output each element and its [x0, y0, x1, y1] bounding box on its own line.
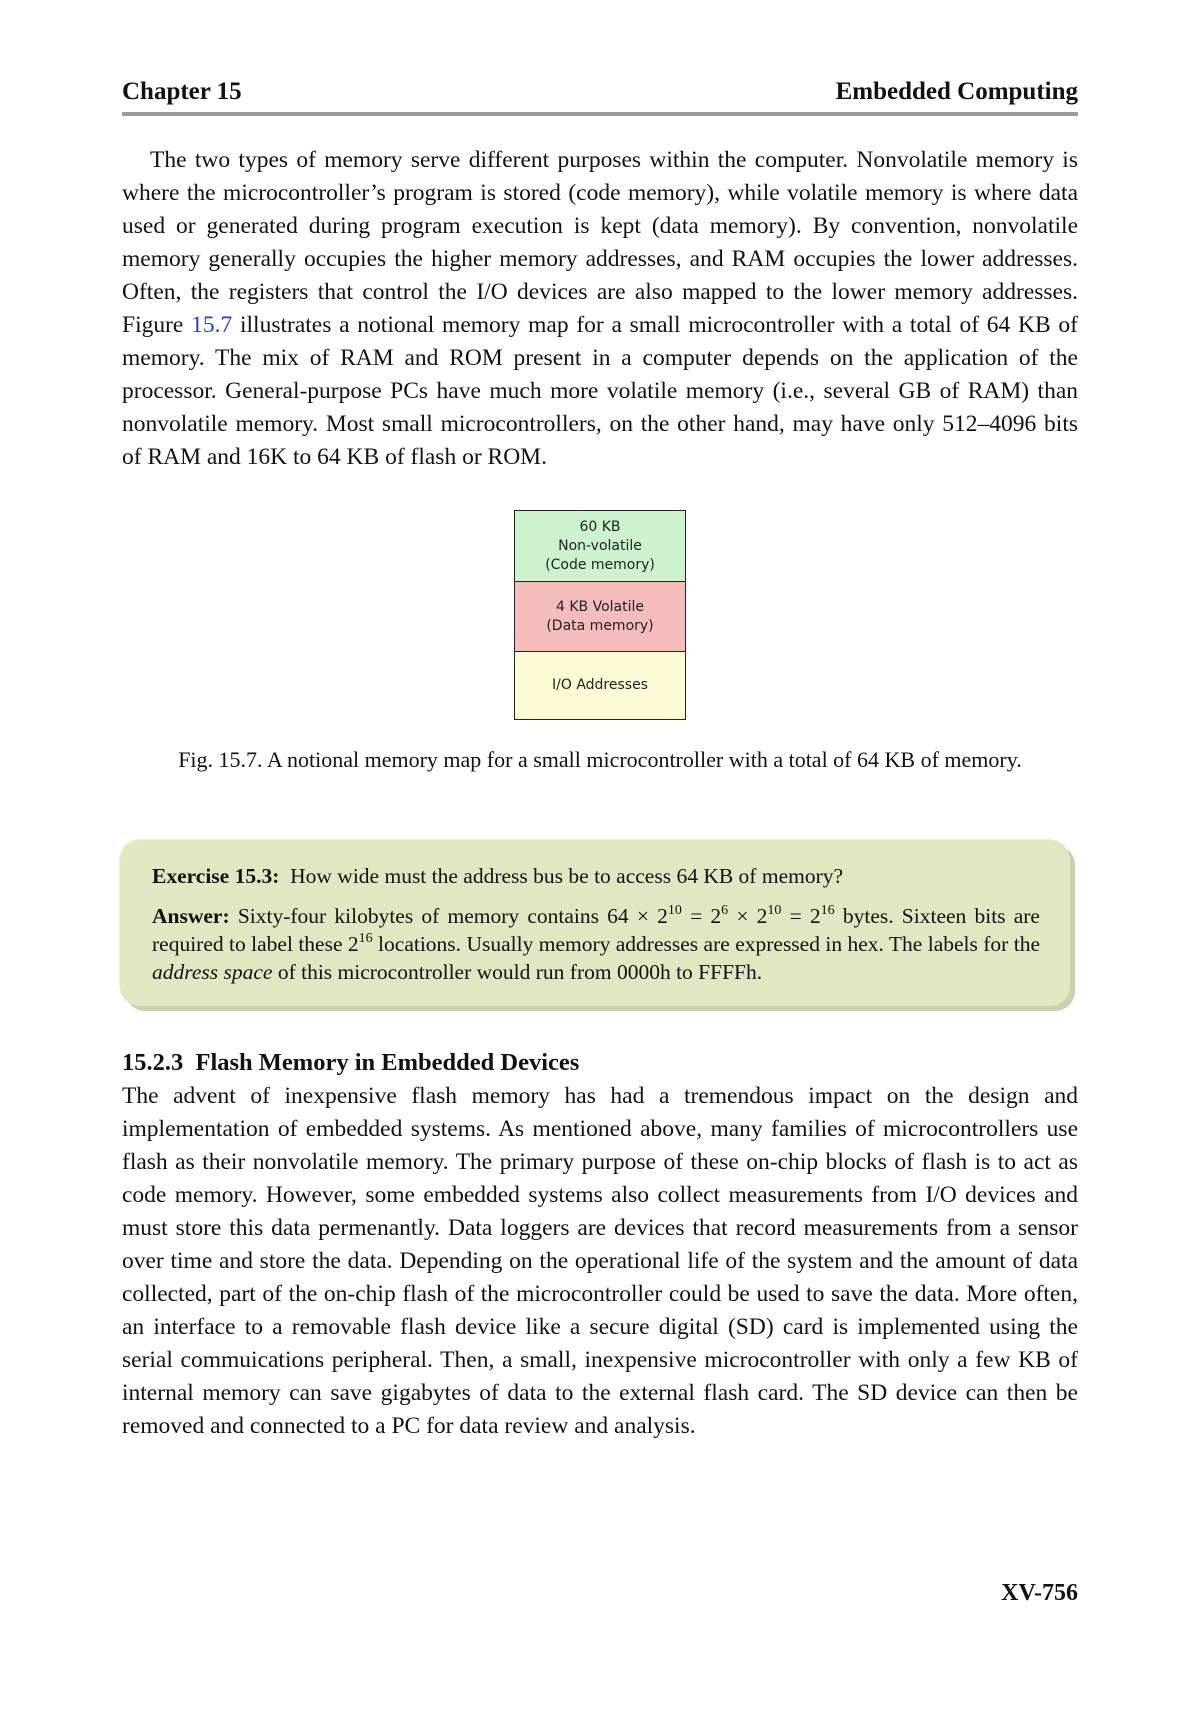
page: [122, 78, 1078, 1443]
memory-map-figure: [122, 510, 1078, 720]
segment-label: 60 KB: [579, 518, 621, 535]
paragraph-memory-types: [122, 144, 1078, 474]
exponent: 6: [721, 903, 729, 918]
answer-text: bytes. Sixteen bits are required to label these 2: [152, 904, 1040, 956]
emphasized-term: address space: [152, 960, 273, 984]
answer-text: × 2: [728, 904, 768, 928]
answer-text: = 2: [681, 904, 722, 928]
answer-text: of this microcontroller would run from 0000h to FFFFh.: [272, 960, 763, 984]
segment-label: 4 KB Volatile: [556, 598, 644, 615]
answer-text: locations. Usually memory addresses are expressed in hex. The labels for the: [372, 932, 1041, 956]
page-number: XV-756: [1001, 1580, 1078, 1606]
segment-label: I/O Addresses: [552, 677, 648, 693]
figure-caption: Fig. 15.7. A notional memory map for a small microcontroller with a total of 64 KB of memory.: [178, 747, 1022, 772]
question-text: How wide must the address bus be to access 64 KB of memory?: [290, 864, 844, 888]
answer-text: = 2: [781, 904, 821, 928]
figure-reference-link[interactable]: 15.7: [191, 312, 233, 338]
running-header: [122, 78, 1078, 116]
exponent: 16: [820, 903, 835, 918]
paragraph-text: The two types of memory serve different purposes within the computer. Nonvolatile memory is where the microcontroller’s program is stored (code memory), while volatile memory is where data used or generated during program execution is kept (data memory). By convention, nonvolatile memory generally occupies the higher memory addresses, and RAM occupies the lower addresses. Often, the registers that control the I/O devices are also mapped to the lower memory addresses. Figure: [122, 147, 1078, 338]
exponent: 10: [767, 903, 782, 918]
segment-label: (Code memory): [545, 556, 655, 573]
answer-text: Sixty-four kilobytes of memory contains 64 × 2: [237, 904, 668, 928]
exercise-question: [152, 862, 1040, 890]
exponent: 16: [358, 931, 373, 946]
exercise-label: Exercise 15.3:: [152, 864, 280, 888]
exponent: 10: [667, 903, 682, 918]
section-number: 15.2.3: [122, 1049, 184, 1076]
segment-label: (Data memory): [546, 617, 654, 634]
answer-label: Answer:: [152, 904, 230, 928]
nonvolatile-segment: [515, 511, 685, 582]
memory-map-diagram: [514, 510, 686, 720]
exercise-box: [120, 840, 1070, 1006]
chapter-title: Embedded Computing: [835, 78, 1078, 105]
section-title: Flash Memory in Embedded Devices: [195, 1049, 580, 1076]
segment-label: Non-volatile: [558, 537, 642, 554]
io-addresses-segment: [515, 652, 685, 719]
paragraph-flash-memory: The advent of inexpensive flash memory has had a tremendous impact on the design and implementation of embedded systems. As mentioned above, many families of microcontrollers use flash as their nonvolatile memory. The primary purpose of these on-chip blocks of flash is to act as code memory. However, some embedded systems also collect measurements from I/O devices and must store this data permenantly. Data loggers are devices that record measurements from a sensor over time and store the data. Depending on the operational life of the system and the amount of data collected, part of the on-chip flash of the microcontroller could be used to save the data. More often, an interface to a removable flash device like a secure digital (SD) card is implemented using the serial commuications peripheral. Then, a small, inexpensive microcontroller with only a few KB of internal memory can save gigabytes of data to the external flash card. The SD device can then be removed and connected to a PC for data review and analysis.: [122, 1083, 1078, 1439]
section-heading: [122, 1048, 1078, 1078]
volatile-segment: [515, 582, 685, 652]
exercise-answer: [152, 902, 1040, 986]
chapter-label: Chapter 15: [122, 78, 242, 105]
paragraph-text: illustrates a notional memory map for a small microcontroller with a total of 64 KB of memory. The mix of RAM and ROM present in a computer depends on the application of the processor. General-purpose PCs have much more volatile memory (i.e., several GB of RAM) than nonvolatile memory. Most small microcontrollers, on the other hand, may have only 512–4096 bits of RAM and 16K to 64 KB of flash or ROM.: [122, 312, 1078, 470]
